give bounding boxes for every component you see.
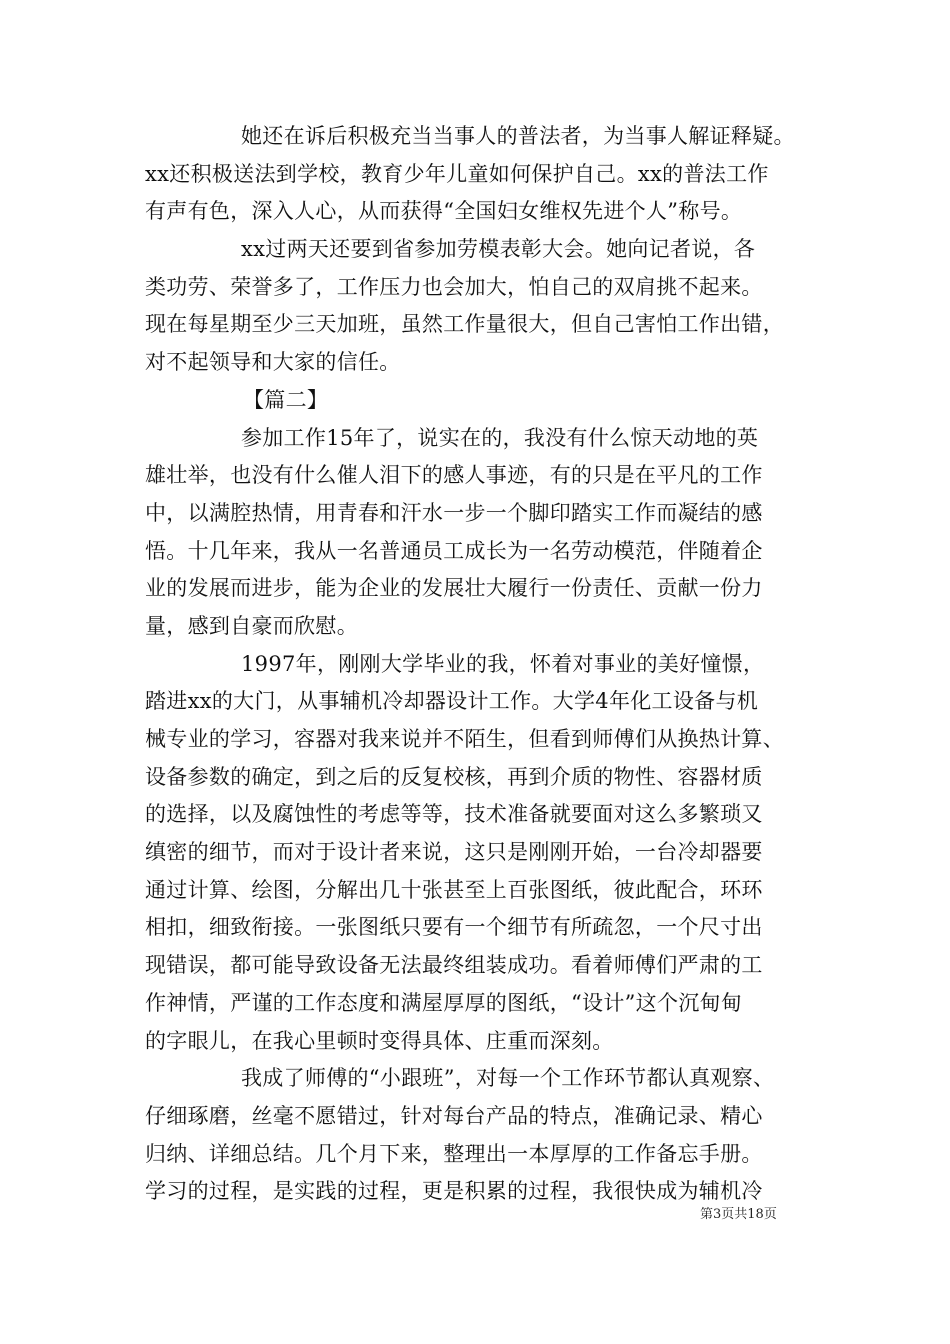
text-line: 我成了师傅的“小跟班”，对每一个工作环节都认真观察、 bbox=[241, 1066, 775, 1091]
text-line: 踏进xx的大门，从事辅机冷却器设计工作。大学4年化工设备与机 bbox=[145, 689, 759, 714]
document-body bbox=[145, 118, 825, 1211]
text-line: 有声有色，深入人心，从而获得“全国妇女维权先进个人”称号。 bbox=[145, 199, 743, 224]
text-line: 雄壮举，也没有什么催人泪下的感人事迹，有的只是在平凡的工作 bbox=[145, 463, 763, 488]
page-number-footer: 第3页共18页 bbox=[700, 1207, 777, 1222]
text-line: 她还在诉后积极充当当事人的普法者，为当事人解证释疑。 bbox=[241, 124, 795, 148]
text-line: 通过计算、绘图，分解出几十张甚至上百张图纸，彼此配合，环环 bbox=[145, 877, 763, 902]
text-line: 归纳、详细总结。几个月下来，整理出一本厚厚的工作备忘手册。 bbox=[145, 1141, 763, 1166]
text-line: 中，以满腔热情，用青春和汗水一步一个脚印踏实工作而凝结的感 bbox=[145, 500, 763, 525]
paragraph-2 bbox=[145, 231, 825, 382]
text-line: 1997年，刚刚大学毕业的我，怀着对事业的美好憧憬， bbox=[241, 651, 765, 676]
text-line: xx还积极送法到学校，教育少年儿童如何保护自己。xx的普法工作 bbox=[145, 161, 769, 186]
text-line: 相扣，细致衔接。一张图纸只要有一个细节有所疏忽，一个尺寸出 bbox=[145, 915, 763, 940]
text-line: 作神情，严谨的工作态度和满屋厚厚的图纸，“设计”这个沉甸甸 bbox=[145, 990, 743, 1015]
text-line: 的字眼儿，在我心里顿时变得具体、庄重而深刻。 bbox=[145, 1028, 614, 1053]
text-line: 对不起领导和大家的信任。 bbox=[145, 350, 401, 375]
text-line: 学习的过程，是实践的过程，更是积累的过程，我很快成为辅机冷 bbox=[145, 1179, 763, 1204]
text-line: 设备参数的确定，到之后的反复校核，再到介质的物性、容器材质 bbox=[145, 764, 763, 789]
text-line: 械专业的学习，容器对我来说并不陌生，但看到师傅们从换热计算、 bbox=[145, 727, 784, 751]
text-line: 现在每星期至少三天加班，虽然工作量很大，但自己害怕工作出错， bbox=[145, 312, 784, 337]
paragraph-3 bbox=[145, 420, 825, 646]
text-line: 悟。十几年来，我从一名普通员工成长为一名劳动模范，伴随着企 bbox=[145, 538, 763, 563]
text-line: xx过两天还要到省参加劳模表彰大会。她向记者说，各 bbox=[241, 237, 756, 262]
text-line: 参加工作15年了，说实在的，我没有什么惊天动地的英 bbox=[241, 425, 759, 450]
text-line: 仔细琢磨，丝毫不愿错过，针对每台产品的特点，准确记录、精心 bbox=[145, 1103, 763, 1128]
text-line: 现错误，都可能导致设备无法最终组装成功。看着师傅们严肃的工 bbox=[145, 953, 763, 978]
paragraph-4 bbox=[145, 646, 825, 1061]
text-line: 类功劳、荣誉多了，工作压力也会加大，怕自己的双肩挑不起来。 bbox=[145, 274, 763, 299]
text-line: 的选择，以及腐蚀性的考虑等等，技术准备就要面对这么多繁琐又 bbox=[145, 802, 763, 827]
text-line: 量，感到自豪而欣慰。 bbox=[145, 613, 358, 638]
section-heading: 【篇二】 bbox=[243, 387, 329, 412]
paragraph-1 bbox=[145, 118, 825, 231]
paragraph-5 bbox=[145, 1060, 825, 1211]
text-line: 缜密的细节，而对于设计者来说，这只是刚刚开始，一台冷却器要 bbox=[145, 840, 763, 865]
text-line: 业的发展而进步，能为企业的发展壮大履行一份责任、贡献一份力 bbox=[145, 576, 763, 601]
